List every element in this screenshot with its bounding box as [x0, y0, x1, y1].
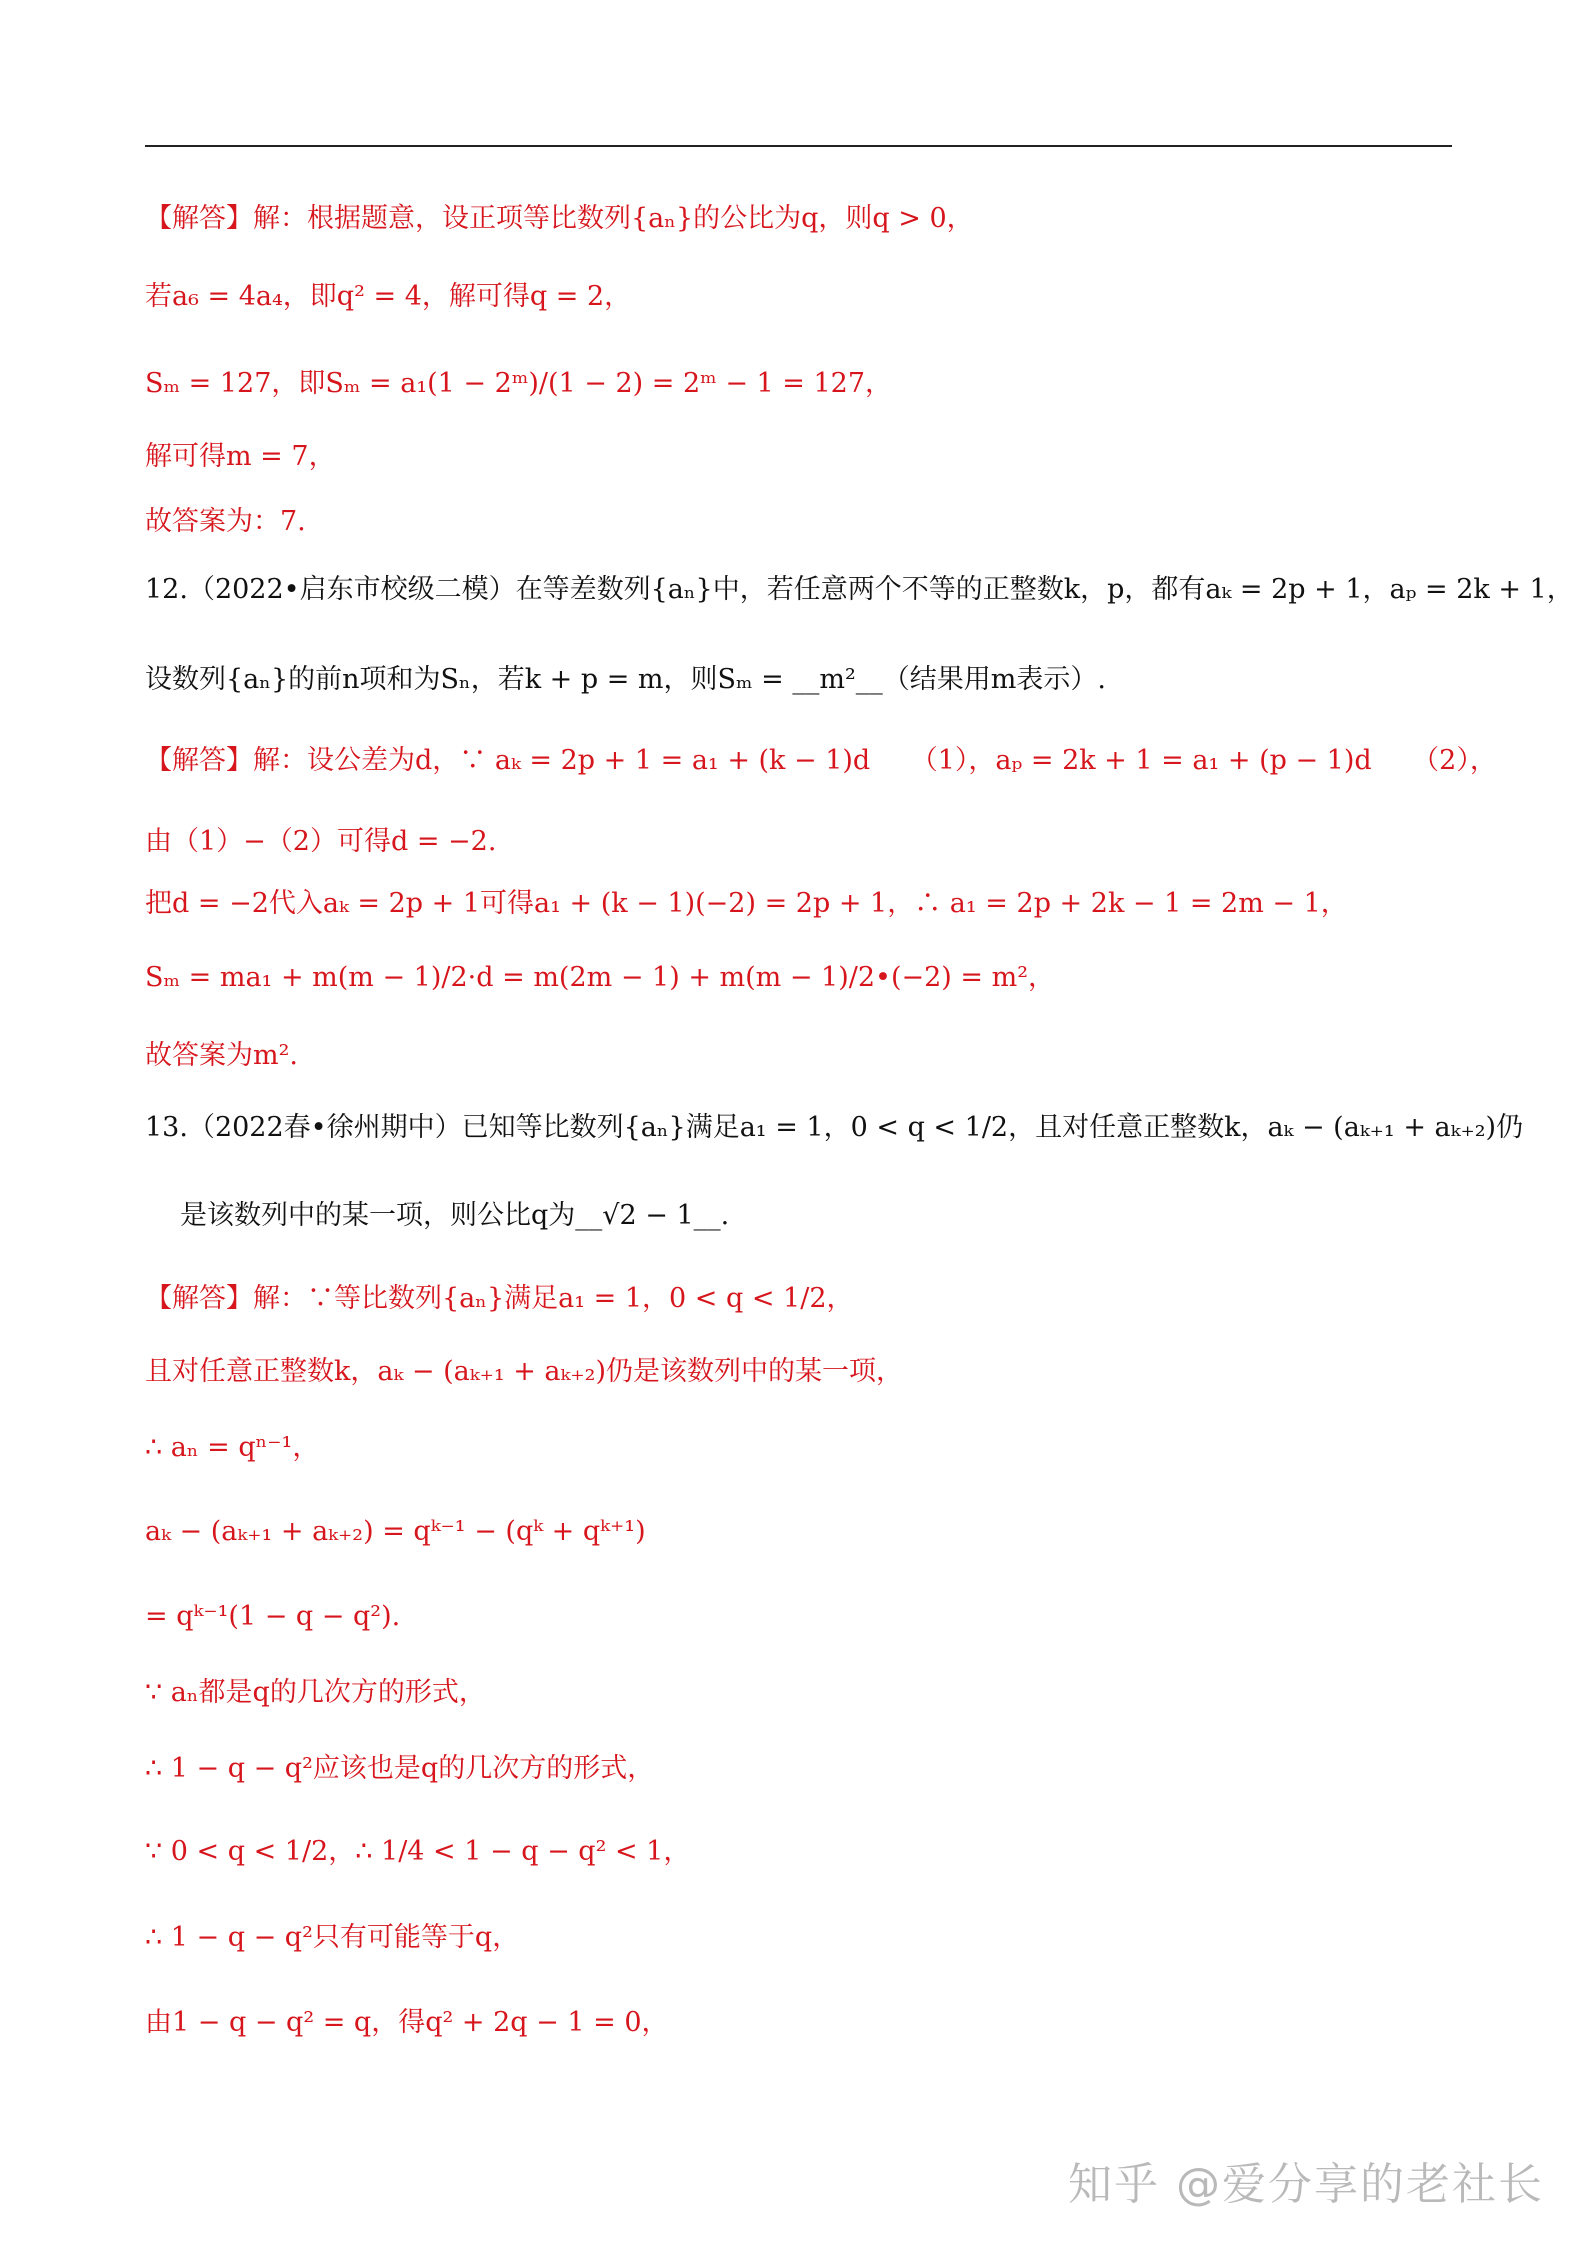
solution-line: ∴ 1 − q − q²只有可能等于q， [145, 1922, 520, 1953]
solution-line: aₖ − (aₖ₊₁ + aₖ₊₂) = qᵏ⁻¹ − (qᵏ + qᵏ⁺¹) [145, 1516, 646, 1547]
solution-line: 解可得m = 7， [145, 441, 336, 472]
solution-line: 【解答】解：根据题意，设正项等比数列{aₙ}的公比为q，则q > 0， [145, 203, 974, 234]
question-13: 13.（2022春•徐州期中）已知等比数列{aₙ}满足a₁ = 1，0 < q < 1/2，且对任意正整数k，aₖ − (aₖ₊₁ + aₖ₊₂)仍 [145, 1112, 1524, 1143]
watermark: 知乎 @爱分享的老社长 [1068, 2159, 1544, 2210]
solution-line: 若a₆ = 4a₄，即q² = 4，解可得q = 2， [145, 281, 632, 312]
solution-line: = qᵏ⁻¹(1 − q − q²). [145, 1601, 401, 1632]
solution-line: 且对任意正整数k，aₖ − (aₖ₊₁ + aₖ₊₂)仍是该数列中的某一项， [145, 1356, 903, 1387]
solution-line: 把d = −2代入aₖ = 2p + 1可得a₁ + (k − 1)(−2) = 2p + 1，∴ a₁ = 2p + 2k − 1 = 2m − 1， [145, 888, 1348, 919]
solution-line: 由1 − q − q² = q，得q² + 2q − 1 = 0， [145, 2007, 669, 2038]
solution-line: ∵ 0 < q < 1/2，∴ 1/4 < 1 − q − q² < 1， [145, 1836, 691, 1867]
question-12-cont: 设数列{aₙ}的前n项和为Sₙ，若k + p = m，则Sₘ = __m²__（结果用m表示）. [145, 664, 1106, 695]
solution-line: Sₘ = 127，即Sₘ = a₁(1 − 2ᵐ)/(1 − 2) = 2ᵐ − 1 = 127， [145, 368, 893, 399]
question-12: 12.（2022•启东市校级二模）在等差数列{aₙ}中，若任意两个不等的正整数k，p，都有aₖ = 2p + 1，aₚ = 2k + 1， [145, 574, 1574, 605]
solution-line: ∵ aₙ都是q的几次方的形式， [145, 1677, 486, 1708]
question-13-cont: 是该数列中的某一项，则公比q为__√2 − 1__. [180, 1200, 730, 1231]
solution-line: 【解答】解：∵等比数列{aₙ}满足a₁ = 1，0 < q < 1/2， [145, 1283, 854, 1314]
solution-line: ∴ aₙ = qⁿ⁻¹， [145, 1432, 320, 1463]
solution-line: Sₘ = ma₁ + m(m − 1)/2·d = m(2m − 1) + m(m − 1)/2•(−2) = m²， [145, 962, 1056, 993]
solution-line: 【解答】解：设公差为d，∵ aₖ = 2p + 1 = a₁ + (k − 1)d （1），aₚ = 2k + 1 = a₁ + (p − 1)d （2）， [145, 745, 1497, 776]
solution-line: 由（1）−（2）可得d = −2. [145, 826, 497, 857]
solution-line: ∴ 1 − q − q²应该也是q的几次方的形式， [145, 1753, 655, 1784]
solution-line: 故答案为：7. [145, 506, 306, 537]
header-rule [145, 145, 1452, 147]
solution-line: 故答案为m². [145, 1040, 299, 1071]
